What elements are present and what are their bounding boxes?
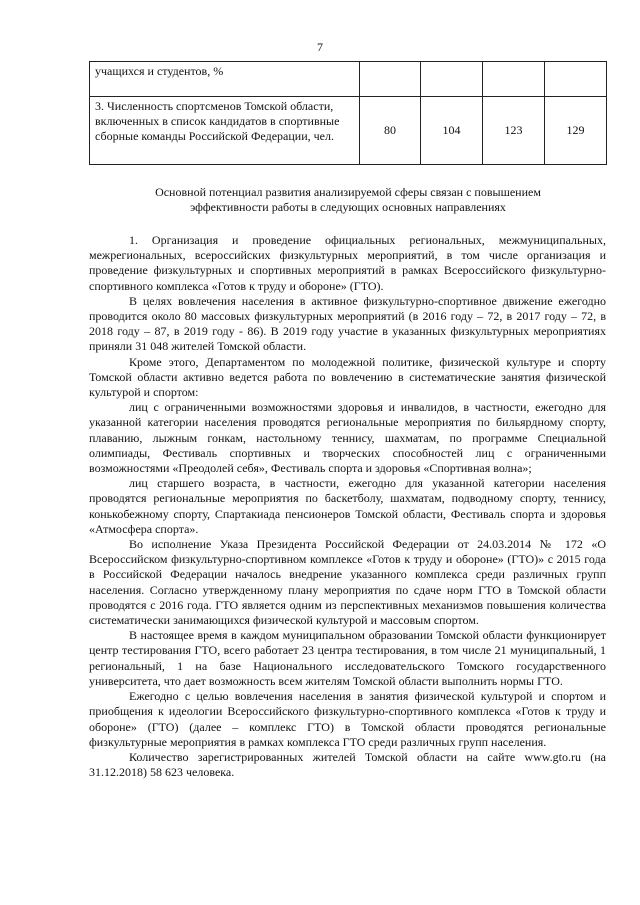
- table-cell-value: 129: [545, 97, 607, 165]
- paragraph: лиц с ограниченными возможностями здоровья и инвалидов, в частности, ежегодно для указанной категории населения проводятся региональные мероприятия по бильярдному спорту, плаванию, лыжным гонкам, настольному теннису, шахматам, по программе Специальной олимпиады, Фестиваль спортивных и творческих способностей лиц с ограниченными возможностями «Преодолей себя», Фестиваль спорта и здоровья «Спортивная волна»;: [89, 400, 606, 476]
- table-cell-value: 104: [421, 97, 483, 165]
- paragraph: Количество зарегистрированных жителей Томской области на сайте www.gto.ru (на 31.12.2018) 58 623 человека.: [89, 749, 606, 780]
- paragraph: Во исполнение Указа Президента Российской Федерации от 24.03.2014 № 172 «О Всероссийском физкультурно-спортивном комплексе «Готов к труду и обороне» (ГТО)» с 2015 года в Российской Федерации началось внедрение указанного комплекса среди различных групп населения. Согласно утвержденному плану мероприятия по сдаче норм ГТО в Томской области проводятся с 2016 года. ГТО является одним из перспективных механизмов повышения количества систематически занимающихся физической культурой и массовым спортом.: [89, 537, 606, 628]
- page-number: 7: [317, 40, 323, 54]
- indicators-table: [89, 61, 607, 165]
- table-cell-label: учащихся и студентов, %: [90, 62, 360, 97]
- table-row: [90, 62, 607, 97]
- table-cell-label: 3. Численность спортсменов Томской области, включенных в список кандидатов в спортивные сборные команды Российской Федерации, чел.: [90, 97, 360, 165]
- table-cell-value: [360, 62, 421, 97]
- paragraph: 1. Организация и проведение официальных региональных, межмуниципальных, межрегиональных, всероссийских физкультурных мероприятий, в том числе организация и проведение физкультурных и спортивных мероприятий в рамках Всероссийского физкультурно-спортивного комплекса «Готов к труду и обороне» (ГТО).: [89, 233, 606, 293]
- paragraph: Кроме этого, Департаментом по молодежной политике, физической культуре и спорту Томской области активно ведется работа по вовлечению в систематические занятия физической культурой и спортом:: [89, 354, 606, 400]
- section-intro: Основной потенциал развития анализируемой сферы связан с повышением эффективности работы в следующих основных направлениях: [155, 185, 541, 214]
- table-cell-value: [483, 62, 545, 97]
- body-text: [89, 233, 606, 780]
- paragraph: Ежегодно с целью вовлечения населения в занятия физической культурой и спортом и приобщения к идеологии Всероссийского физкультурно-спортивного комплекса «Готов к труду и обороне» (ГТО) (далее – комплекс ГТО) в Томской области проводятся региональные физкультурные мероприятия в рамках комплекса ГТО среди различных групп населения.: [89, 689, 606, 749]
- table-cell-value: 123: [483, 97, 545, 165]
- table-cell-value: [421, 62, 483, 97]
- table-cell-value: 80: [360, 97, 421, 165]
- paragraph: В настоящее время в каждом муниципальном образовании Томской области функционирует центр тестирования ГТО, всего работает 23 центра тестирования, в том числе 21 муниципальный, 1 региональный, 1 на базе Национального исследовательского Томского государственного университета, что дает возможность всем жителям Томской области выполнить нормы ГТО.: [89, 628, 606, 688]
- paragraph: В целях вовлечения населения в активное физкультурно-спортивное движение ежегодно проводится около 80 массовых физкультурных мероприятий (в 2016 году – 72, в 2017 году – 72, в 2018 году – 87, в 2019 году - 86). В 2019 году участие в указанных физкультурных мероприятиях приняли 31 048 жителей Томской области.: [89, 293, 606, 354]
- table-row: [90, 97, 607, 165]
- paragraph: лиц старшего возраста, в частности, ежегодно для указанной категории населения проводятся региональные мероприятия по баскетболу, шахматам, подводному спорту, теннису, конькобежному спорту, Спартакиада пенсионеров Томской области, Фестиваль спорта и здоровья «Атмосфера спорта».: [89, 476, 606, 536]
- table-cell-value: [545, 62, 607, 97]
